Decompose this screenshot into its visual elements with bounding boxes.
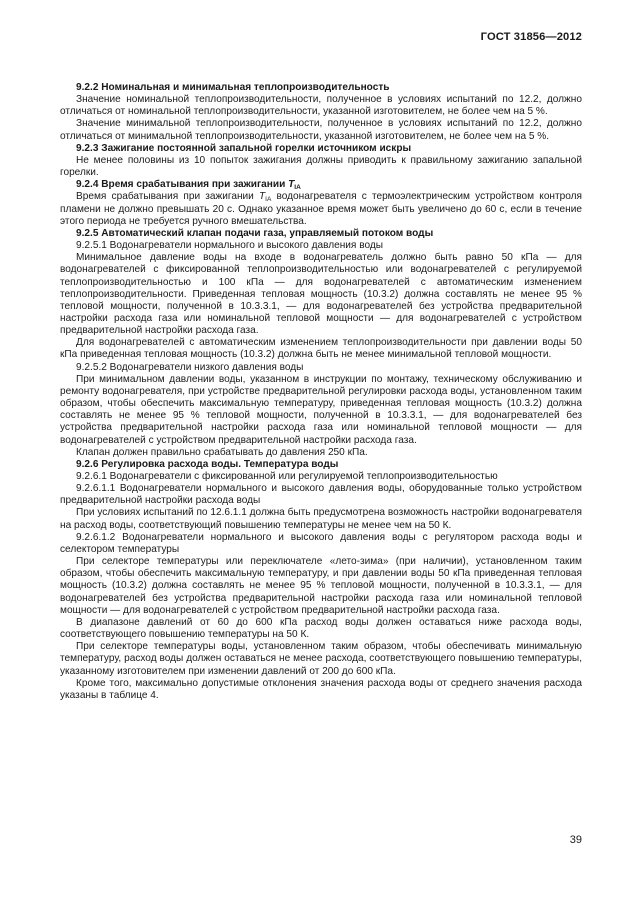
- subsection-title: 9.2.6.1.2 Водонагреватели нормального и высокого давления воды с регулятором расхода воды и селектором температуры: [60, 531, 582, 555]
- page-number: 39: [569, 834, 582, 846]
- section-heading-9-2-5: 9.2.5 Автоматический клапан подачи газа, управляемый потоком воды: [76, 227, 434, 239]
- paragraph: При условиях испытаний по 12.6.1.1 должна быть предусмотрена возможность настройки водонагревателя на расход воды, соответствующий повышению температуры не менее чем на 50 К.: [60, 507, 582, 531]
- document-body: [60, 82, 582, 702]
- paragraph: При селекторе температуры или переключателе «лето-зима» (при наличии), установленном таким образом, чтобы обеспечить максимальную температуру, и при давлении воды 50 кПа приведенная тепловая мощность (10.3.2) должна составлять не менее 95 % тепловой мощности, полученной в 10.3.3.1, — для водонагревателей без устройства предварительной настройки расхода газа или номинальной тепловой мощности — для водонагревателей с устройством предварительной настройки расхода газа.: [60, 556, 582, 616]
- paragraph: Не менее половины из 10 попыток зажигания должны приводить к правильному зажиганию запальной горелки.: [60, 154, 582, 179]
- heading-text: 9.2.4 Время срабатывания при зажигании: [76, 179, 289, 191]
- symbol-t: T: [259, 191, 266, 203]
- text-part: водонагревателя с термоэлектрическим устройством контроля пламени не должно превышать 20 с. Однако указанное время может быть увеличено до 60 с, если в течение этого периода не требуется ручного вмешательства.: [60, 191, 582, 227]
- paragraph: Кроме того, максимально допустимые отклонения значения расхода воды от среднего значения расхода указаны в таблице 4.: [60, 677, 582, 701]
- standard-code: ГОСТ 31856—2012: [480, 31, 582, 43]
- paragraph: Клапан должен правильно срабатывать до давления 250 кПа.: [76, 446, 368, 458]
- paragraph: Минимальное давление воды на входе в водонагреватель должно быть равно 50 кПа — для водонагревателей с фиксированной теплопроизводительностью или водонагревателей с регулируемой теплопроизводительностью и 100 кПа — для водонагревателей с автоматическим изменением теплопроизводительности. Приведенная тепловая мощность (10.3.2) должна составлять не менее 95 % тепловой мощности, полученной в 10.3.3.1, — для водонагревателей без устройства предварительной настройки расхода газа или номинальной тепловой мощности — для водонагревателей с устройством предварительной настройки расхода газа.: [60, 252, 582, 337]
- text-part: Время срабатывания при зажигании: [76, 191, 259, 203]
- subsection-title: 9.2.6.1 Водонагреватели с фиксированной или регулируемой теплопроизводительностью: [76, 471, 498, 482]
- paragraph: [60, 191, 582, 227]
- paragraph: В диапазоне давлений от 60 до 600 кПа расход воды должен оставаться ниже расхода воды, соответствующего повышению температуры на 50 К.: [60, 616, 582, 641]
- section-heading-9-2-3: 9.2.3 Зажигание постоянной запальной горелки источником искры: [76, 142, 412, 154]
- subsection-title: 9.2.6.1.1 Водонагреватели нормального и высокого давления воды, оборудованные только устройством предварительной настройки расхода воды: [60, 483, 582, 507]
- paragraph: Значение минимальной теплопроизводительности, полученное в условиях испытаний по 12.2, должно отличаться от минимальной теплопроизводительности, указанной изготовителем, не более чем на 5 %.: [60, 118, 582, 142]
- paragraph: Для водонагревателей с автоматическим изменением теплопроизводительности при давлении воды 50 кПа приведенная тепловая мощность (10.3.2) должна быть не менее минимальной тепловой мощности.: [60, 337, 582, 361]
- symbol-subscript: IA: [294, 184, 301, 192]
- paragraph: Значение номинальной теплопроизводительности, полученное в условиях испытаний по 12.2, должно отличаться от номинальной теплопроизводительности, указанной изготовителем, не более чем на 5 %.: [60, 94, 582, 118]
- subsection-title: 9.2.5.2 Водонагреватели низкого давления воды: [76, 361, 304, 373]
- section-heading-9-2-4: [60, 179, 582, 191]
- section-heading-9-2-2: 9.2.2 Номинальная и минимальная теплопроизводительность: [76, 82, 390, 93]
- symbol-subscript: IA: [265, 196, 272, 204]
- paragraph: При минимальном давлении воды, указанном в инструкции по монтажу, техническому обслуживанию и ремонту водонагревателя, при устройстве предварительной регулировки расхода воды, установленном таким образом, чтобы обеспечить максимальную температуру, приведенная тепловая мощность (10.3.2) должна составлять не менее 95 % тепловой мощности, полученной в 10.3.3.1, — для водонагревателей без устройства предварительной настройки расхода газа или номинальной тепловой мощности — для водонагревателей с устройством предварительной настройки расхода газа.: [60, 373, 582, 446]
- paragraph: При селекторе температуры воды, установленном таким образом, чтобы обеспечивать минимальную температуру, расход воды должен оставаться не менее расхода, соответствующего повышению температуры, указанному изготовителем при изменении давлений от 200 до 600 кПа.: [60, 641, 582, 677]
- symbol-t: T: [288, 179, 295, 191]
- section-heading-9-2-6: 9.2.6 Регулировка расхода воды. Температура воды: [76, 458, 339, 470]
- subsection-title: 9.2.5.1 Водонагреватели нормального и высокого давления воды: [76, 240, 383, 252]
